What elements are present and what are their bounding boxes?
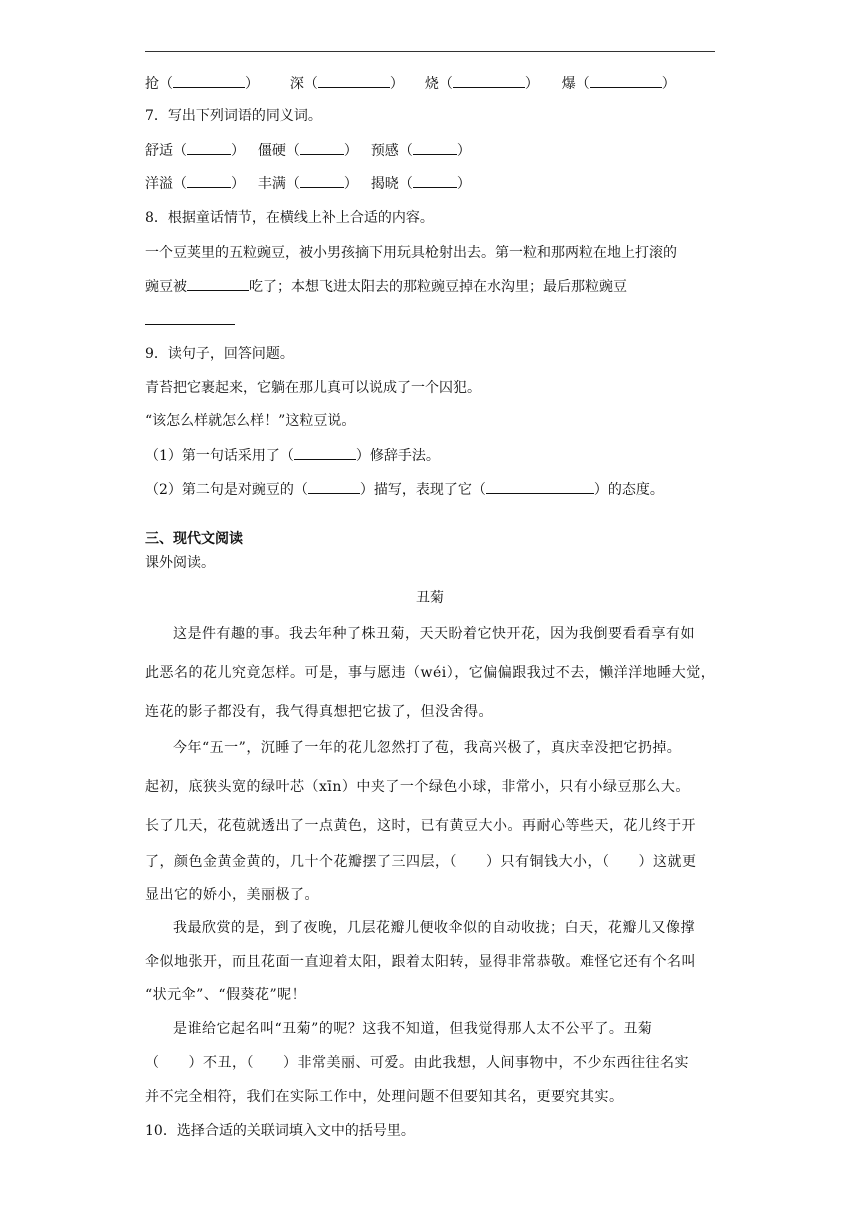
question-7-row-1: 舒适（ ） 僵硬（ ） 预感（ ） — [145, 140, 471, 161]
answer-blank[interactable] — [300, 173, 344, 188]
answer-blank[interactable] — [294, 445, 356, 460]
article-line: 了，颜色金黄金黄的，几十个花瓣摆了三四层，（ ）只有铜钱大小，（ ）这就更 — [145, 854, 697, 870]
question-9-sentence-2: “该怎么样就怎么样！”这粒豆说。 — [145, 413, 356, 429]
article-line: 起初，底狭头宽的绿叶芯（xīn）中夹了一个绿色小球，非常小，只有小绿豆那么大。 — [145, 779, 690, 795]
answer-blank[interactable] — [308, 479, 360, 494]
word-label: 揭晓 — [370, 176, 399, 192]
word-label: 僵硬 — [257, 143, 286, 159]
word-label: 深 — [289, 76, 304, 92]
word-label: 爆 — [561, 76, 576, 92]
question-9-sentence-1: 青苔把它裹起来，它躺在那儿真可以说成了一个囚犯。 — [145, 380, 481, 396]
answer-blank[interactable] — [187, 140, 231, 155]
section-intro: 课外阅读。 — [145, 555, 215, 571]
section-heading: 三、现代文阅读 — [145, 531, 243, 547]
answer-blank[interactable] — [453, 73, 525, 88]
article-line: “状元伞”、“假葵花”呢！ — [145, 987, 307, 1003]
answer-blank[interactable] — [413, 140, 457, 155]
header-rule — [145, 51, 715, 52]
question-7-row-2: 洋溢（ ） 丰满（ ） 揭晓（ ） — [145, 173, 471, 194]
answer-blank[interactable] — [318, 73, 390, 88]
answer-blank[interactable] — [413, 173, 457, 188]
answer-blank[interactable] — [173, 73, 245, 88]
answer-blank[interactable] — [300, 140, 344, 155]
answer-blank[interactable] — [145, 310, 235, 325]
article-line: （ ）不丑，（ ）非常美丽、可爱。由此我想，人间事物中，不少东西往往名实 — [145, 1055, 689, 1071]
word-label: 舒适 — [145, 143, 173, 159]
article-line: 这是件有趣的事。我去年种了株丑菊，天天盼着它快开花，因为我倒要看看享有如 — [173, 626, 695, 642]
article-line: 我最欣赏的是，到了夜晚，几层花瓣儿便收伞似的自动收拢；白天，花瓣儿又像撑 — [173, 920, 695, 936]
article-line: 今年“五一”，沉睡了一年的花儿忽然打了苞，我高兴极了，真庆幸没把它扔掉。 — [173, 740, 682, 756]
question-7-title: 7．写出下列词语的同义词。 — [145, 108, 322, 124]
question-8-line-2: 豌豆被 吃了；本想飞进太阳去的那粒豌豆掉在水沟里；最后那粒豌豆 — [145, 276, 627, 297]
article-line: 显出它的娇小，美丽极了。 — [145, 887, 319, 903]
question-9-title: 9．读句子，回答问题。 — [145, 346, 294, 362]
word-label: 洋溢 — [145, 176, 173, 192]
question-9-sub-1: （1）第一句话采用了（ ）修辞手法。 — [145, 445, 440, 466]
article-line: 是谁给它起名叫“丑菊”的呢？这我不知道，但我觉得那人太不公平了。丑菊 — [173, 1021, 653, 1037]
article-line: 伞似地张开，而且花面一直迎着太阳，跟着太阳转，显得非常恭敬。难怪它还有个名叫 — [145, 954, 696, 970]
question-8-line-1: 一个豆荚里的五粒豌豆，被小男孩摘下用玩具枪射出去。第一粒和那两粒在地上打滚的 — [145, 245, 677, 261]
prev-question-row: 抢（ ） 深（ ） 烧（ ） 爆（ ） — [145, 73, 676, 94]
question-8-line-3 — [145, 310, 235, 331]
answer-blank[interactable] — [486, 479, 594, 494]
answer-blank[interactable] — [187, 276, 249, 291]
question-8-title: 8．根据童话情节，在横线上补上合适的内容。 — [145, 210, 434, 226]
word-label: 烧 — [424, 76, 439, 92]
article-line: 长了几天，花苞就透出了一点黄色，这时，已有黄豆大小。再耐心等些天，花儿终于开 — [145, 818, 696, 834]
article-line: 连花的影子都没有，我气得真想把它拔了，但没舍得。 — [145, 704, 493, 720]
article-title: 丑菊 — [416, 590, 444, 606]
article-line: 此恶名的花儿究竟怎样。可是，事与愿违（wéi），它偏偏跟我过不去，懒洋洋地睡大觉， — [145, 665, 716, 681]
question-9-sub-2: （2）第二句是对豌豆的（ ）描写，表现了它（ ）的态度。 — [145, 479, 664, 500]
answer-blank[interactable] — [187, 173, 231, 188]
word-label: 抢 — [145, 76, 159, 92]
answer-blank[interactable] — [590, 73, 662, 88]
article-line: 并不完全相符，我们在实际工作中，处理问题不但要知其名，更要究其实。 — [145, 1089, 624, 1105]
question-10-title: 10．选择合适的关联词填入文中的括号里。 — [145, 1123, 415, 1139]
word-label: 预感 — [370, 143, 399, 159]
word-label: 丰满 — [257, 176, 286, 192]
